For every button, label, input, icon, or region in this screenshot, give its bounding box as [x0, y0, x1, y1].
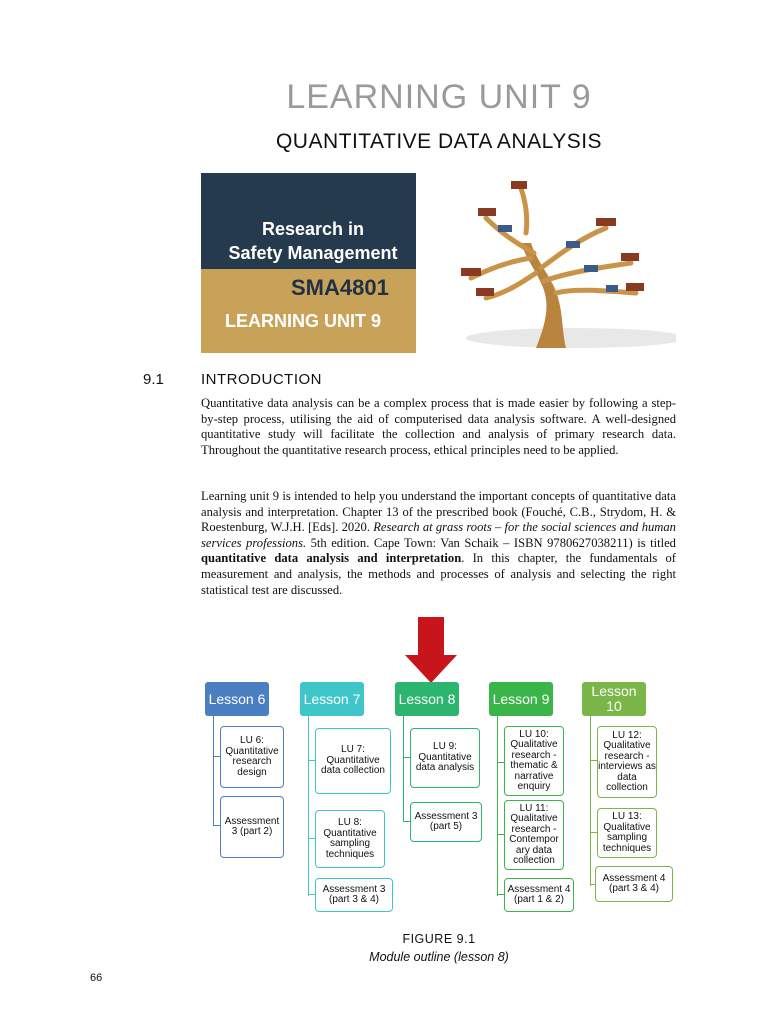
banner-title-line1: Research in — [261, 219, 365, 239]
chapter-title: quantitative data analysis and interpretation — [201, 551, 462, 566]
section-heading: INTRODUCTION — [201, 371, 322, 388]
paragraph2-text-b: 5th edition. Cape Town: Van Schaik – ISBN 9780627038211) is titled — [306, 535, 676, 550]
figure-caption: Module outline (lesson 8) — [369, 950, 509, 964]
assessment-3-part-5-box: Assessment 3 (part 5) — [410, 802, 482, 842]
book-tree-illustration — [416, 173, 676, 353]
lu8-box: LU 8: Quantitative sampling techniques — [315, 810, 385, 868]
lesson-6-branch — [213, 825, 220, 826]
banner-unit: LEARNING UNIT 9 — [225, 311, 382, 331]
lesson-10-connector — [590, 716, 591, 886]
paragraph2-text-c: . In this chapter, the fundamentals of measurement and analysis, the methods and processes of analysis and selecting the right statistical test are discussed. — [201, 551, 676, 597]
lesson-6-connector — [213, 716, 214, 826]
lesson-8-header: Lesson 8 — [395, 682, 459, 716]
lesson-10-branch — [590, 760, 597, 761]
lesson-8-branch — [403, 757, 410, 758]
unit-subtitle: QUANTITATIVE DATA ANALYSIS — [275, 130, 603, 153]
lu12-box: LU 12: Qualitative research - interviews as data collection — [597, 726, 657, 798]
banner-title — [213, 217, 413, 265]
lesson-7-branch — [308, 838, 315, 839]
banner-title-line2: Safety Management — [228, 243, 398, 263]
page-number: 66 — [90, 972, 103, 984]
lesson-9-connector — [497, 716, 498, 896]
assessment-4-part-3-4-box: Assessment 4 (part 3 & 4) — [595, 866, 673, 902]
lu10-box: LU 10: Qualitative research - thematic & narrative enquiry — [504, 726, 564, 796]
lesson-8-connector — [403, 716, 404, 822]
lesson-9-branch — [497, 894, 504, 895]
intro-paragraph-1: Quantitative data analysis can be a complex process that is made easier by following a step-by-step process, utilising the aid of computerised data analysis software. A well-designed quantitative study will facilitate the collection and analysis of primary research data. Throughout the quantitative research process, ethical principles need to be applied. — [201, 396, 676, 457]
banner-image — [201, 173, 676, 353]
lesson-9-branch — [497, 762, 504, 763]
lu11-box: LU 11: Qualitative research - Contempor ary data collection — [504, 800, 564, 870]
lesson-8-branch — [403, 821, 410, 822]
figure-label: FIGURE 9.1 — [402, 932, 476, 946]
red-down-arrow-icon — [403, 617, 459, 685]
lu13-box: LU 13: Qualitative sampling techniques — [597, 808, 657, 858]
lu6-box: LU 6: Quantitative research design — [220, 726, 284, 788]
section-number: 9.1 — [143, 371, 164, 388]
assessment-4-part-1-2-box: Assessment 4 (part 1 & 2) — [504, 878, 574, 912]
lesson-10-header: Lesson 10 — [582, 682, 646, 716]
lesson-7-header: Lesson 7 — [300, 682, 364, 716]
lesson-7-branch — [308, 894, 315, 895]
lesson-6-header: Lesson 6 — [205, 682, 269, 716]
banner-code: SMA4801 — [291, 275, 389, 300]
lesson-10-branch — [590, 832, 597, 833]
paragraph2-text-a: Learning unit 9 is intended to help you understand the important concepts of quantitative data analysis and interpretation. Chapter 13 of the prescribed book (Fouché, C.B., Strydom, H. & Roestenburg, W.J.H. [Eds]. 2020. — [201, 489, 676, 535]
book-tree-icon — [416, 173, 676, 353]
lesson-7-connector — [308, 716, 309, 896]
unit-title: LEARNING UNIT 9 — [286, 78, 592, 116]
lesson-6-branch — [213, 756, 220, 757]
lu7-box: LU 7: Quantitative data collection — [315, 728, 391, 794]
lesson-7-branch — [308, 760, 315, 761]
assessment-3-part-2-box: Assessment 3 (part 2) — [220, 796, 284, 858]
lesson-9-branch — [497, 834, 504, 835]
intro-paragraph-2 — [201, 489, 676, 598]
lu9-box: LU 9: Quantitative data analysis — [410, 728, 480, 788]
assessment-3-part-3-4-box: Assessment 3 (part 3 & 4) — [315, 878, 393, 912]
book-title: Research at grass roots – for the social sciences and human services professions. — [201, 520, 676, 550]
lesson-9-header: Lesson 9 — [489, 682, 553, 716]
